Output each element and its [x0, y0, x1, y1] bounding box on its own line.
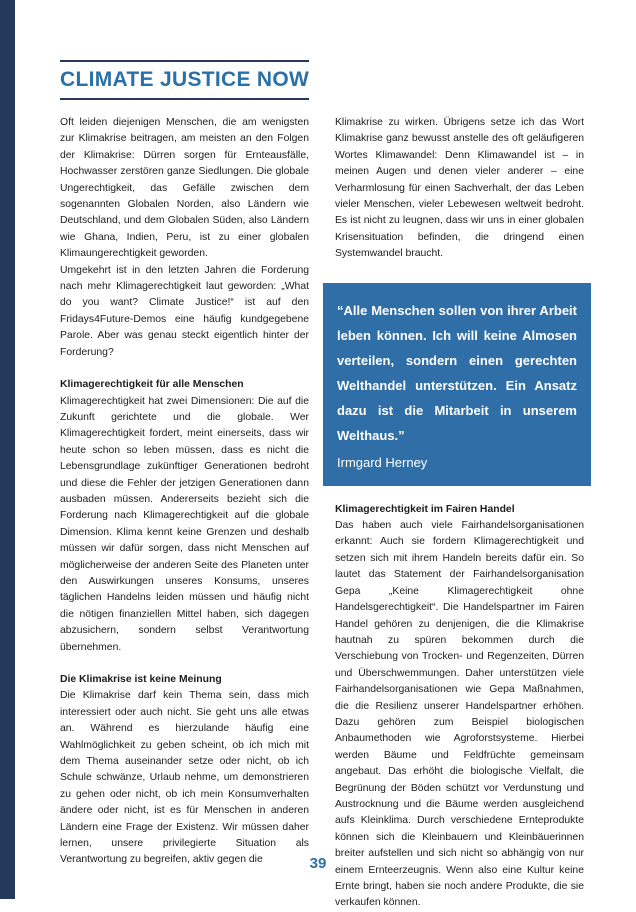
body-paragraph: Die Klimakrise darf kein Thema sein, dass mich interessiert oder auch nicht. Sie geht uns alle etwas an. Während es hierzulande häufig eine Wahlmöglichkeit zu geben scheint, ob ich mich mit dem Thema auseinander setze oder nicht, ob ich Schule schwänze, Urlaub nehme, um demonstrieren zu gehen oder nicht, ob ich mein Konsumverhalten ändere oder nicht, ist es für Menschen in anderen Ländern eine Frage der Existenz. Wir müssen daher lernen, unsere privilegierte Situation als Verantwortung zu begreifen, aktiv gegen die: [60, 690, 309, 866]
title-rule-top: [60, 60, 309, 62]
page-number: 39: [309, 855, 327, 872]
pull-quote-box: [323, 283, 591, 486]
quote-attribution: Irmgard Herney: [337, 454, 428, 470]
quote-text: “Alle Menschen sollen von ihrer Arbeit leben können. Ich will keine Almosen verteilen, sondern einen gerechten Welthandel unterstützen. Ein Ansatz dazu ist die Mitarbeit in unserem Welthaus.”: [337, 302, 577, 443]
page-title: CLIMATE JUSTICE NOW: [60, 68, 310, 91]
title-rule-bottom: [60, 98, 309, 100]
body-paragraph: Klimagerechtigkeit hat zwei Dimensionen: Die auf die Zukunft gerichtete und die globale. Wer Klimagerechtigkeit fordert, meint einerseits, dass wir heute schon so leben müssen, dass es nicht die Lebensgrundlage zukünftiger Generationen bedroht und diese die Fehler der jetzigen Generationen dann ausbaden müssen. Andererseits bezieht sich die Forderung nach Klimagerechtigkeit auf die globale Dimension. Klima kennt keine Grenzen und deshalb müssen wir dafür sorgen, dass nicht Menschen auf möglicherweise der anderen Seite des Planeten unter den Auswirkungen unseres Konsums, unseres täglichen Handelns leiden müssen und häufig nicht die nötigen finanziellen Mittel haben, sich dagegen abzusichern, sondern selbst Verantwortung übernehmen.: [60, 395, 309, 653]
page-content: [60, 60, 584, 912]
section-heading: Klimagerechtigkeit für alle Menschen: [60, 379, 244, 391]
page-edge-bar: [0, 0, 15, 899]
section-heading: Klimagerechtigkeit im Fairen Handel: [335, 503, 515, 515]
left-column: [60, 60, 309, 912]
body-paragraph: Das haben auch viele Fairhandelsorganisationen erkannt: Auch sie fordern Klimagerechtigkeit und setzen sich mit ihrem Handeln bereits dafür ein. So lautet das Statement der Fairhandelsorganisation Gepa „Keine Klimagerechtigkeit ohne Handelsgerechtigkeit“. Die Handelspartner im Fairen Handel gehören zu denjenigen, die die Klimakrise hautnah zu spüren bekommen durch die Verschiebung von Trocken- und Regenzeiten, Dürren und Überschwemmungen. Daher unterstützen viele Fairhandelsorganisationen wie Gepa Maßnahmen, die die Resilienz unserer Handelspartner erhöhen. Dazu gehören zum Beispiel biologischen Anbaumethoden wie Agroforstsysteme. Hierbei werden Bäume und Feldfrüchte gemeinsam angebaut. Das erhöht die biologische Vielfalt, die Begrünung der Böden schützt vor Verdunstung und Austrocknung und die Bäume werden ausgleichend aufs Kleinklima. Durch verschiedene Ernteprodukte können sich die Kleinbauern und Kleinbäuerinnen breiter aufstellen und sich nicht so abhängig von nur einem Ernteerzeugnis. Wenn also eine Kultur keine Ernte bringt, haben sie noch andere Produkte, die sie verkaufen können.: [335, 520, 584, 909]
body-paragraph: Klimakrise zu wirken. Übrigens setze ich das Wort Klimakrise ganz bewusst anstelle des oft geläufigeren Wortes Klimawandel: Denn Klimawandel ist – in meinen Augen und denen vieler anderer – eine Verharmlosung für einen Sachverhalt, der das Leben vieler Menschen, vieler Lebewesen weltweit bedroht. Es ist nicht zu leugnen, dass wir uns in einer globalen Krisensituation befinden, die dringend einen Systemwandel braucht.: [335, 117, 584, 260]
two-column-layout: [60, 60, 584, 912]
right-column: [335, 60, 584, 912]
body-paragraph: Umgekehrt ist in den letzten Jahren die Forderung nach mehr Klimagerechtigkeit laut geworden: „What do you want? Climate Justice!“ ist auf den Fridays4Future-Demos eine häufig kundgegebene Parole. Aber was genau steckt eigentlich hinter der Forderung?: [60, 264, 309, 358]
section-heading: Die Klimakrise ist keine Meinung: [60, 674, 222, 685]
body-paragraph: Oft leiden diejenigen Menschen, die am wenigsten zur Klimakrise beitragen, am meisten an den Folgen der Klimakrise: Dürren sorgen für Ernteausfälle, Hochwasser zerstören ganze Siedlungen. Die globale Ungerechtigkeit, das Gefälle zwischen dem sogenannten Globalen Norden, also Ländern wie Deutschland, und dem Globalen Süden, also Ländern wie Ghana, Indien, Peru, ist zu einer globalen Klimaungerechtigkeit geworden.: [60, 117, 309, 260]
title-block: [60, 60, 309, 102]
